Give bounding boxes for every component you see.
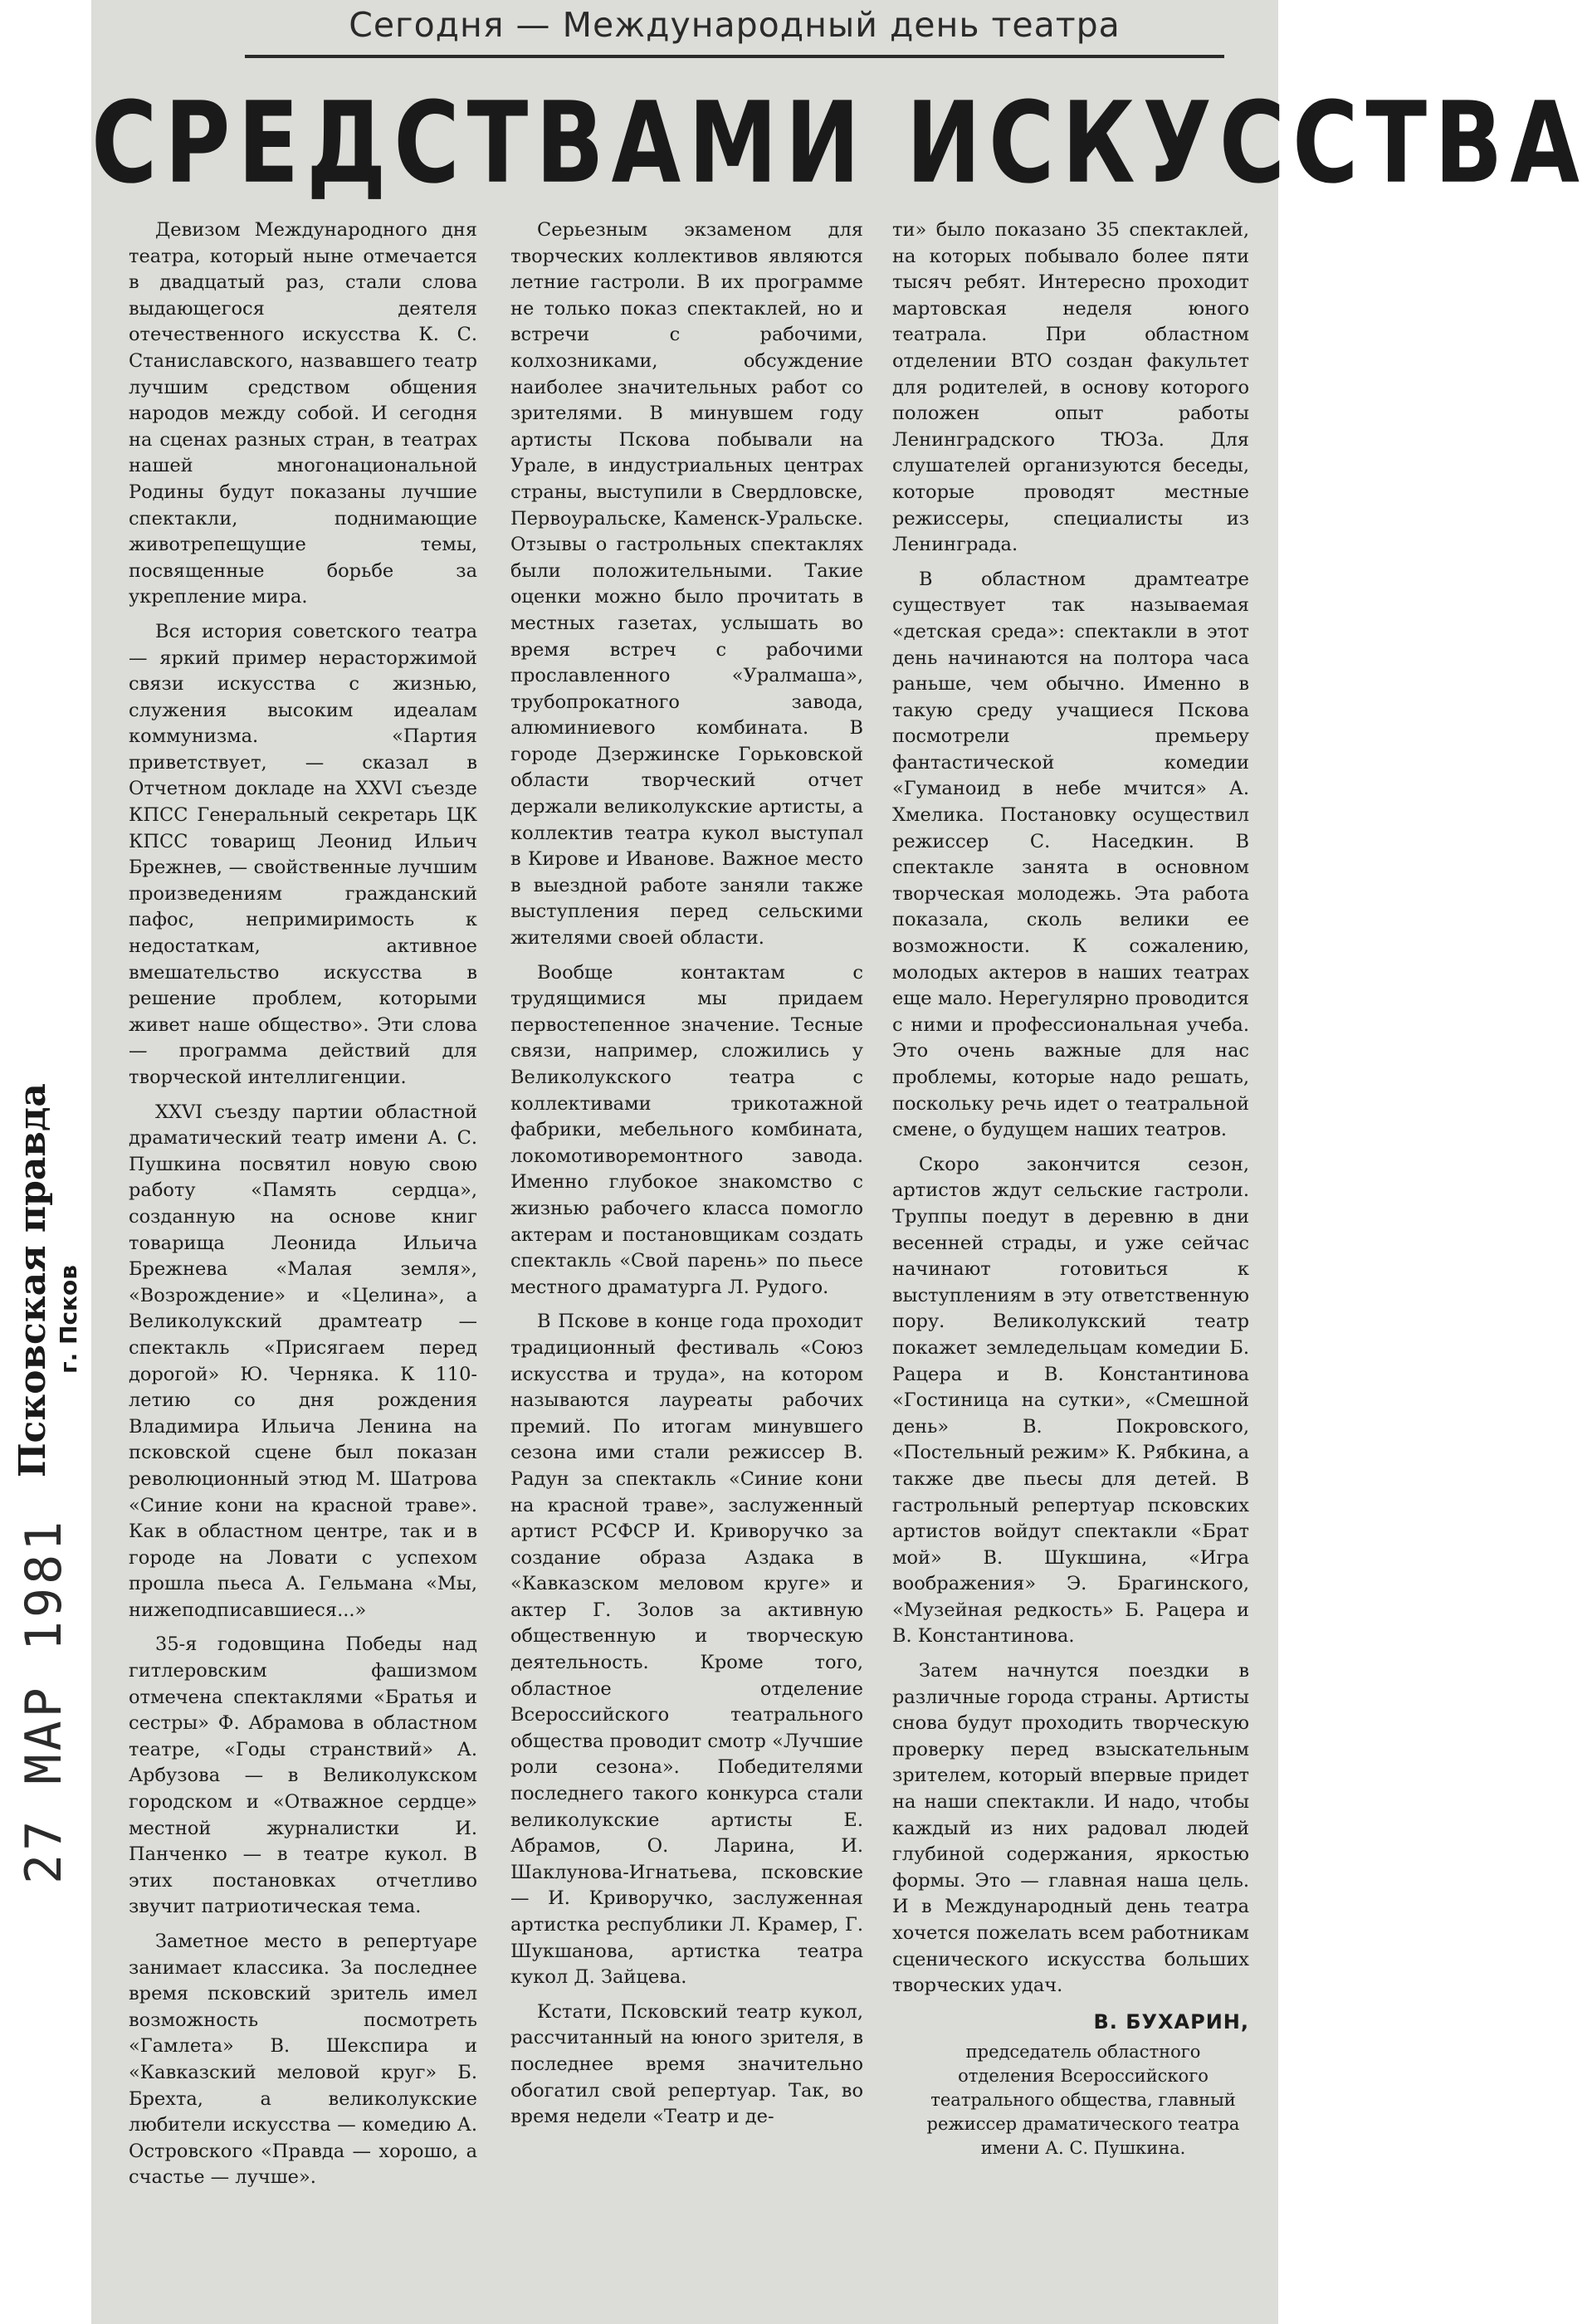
- paragraph: Серьезным экзаменом для творческих коллективов являются летние гастроли. В их программе не только показ спектаклей, но и встречи с рабочими, колхозниками, обсуждение наиболее значительных работ со зрителями. В минувшем году артисты Пскова побывали на Урале, в индустриальных центрах страны, выступили в Свердловске, Первоуральске, Каменск-Уральске. Отзывы о гастрольных спектаклях были положительными. Такие оценки можно было прочитать в местных газетах, услышать во время встреч с рабочими прославленного «Уралмаша», трубопрокатного завода, алюминиевого комбината. В городе Дзержинске Горьковской области творческий отчет держали великолукские артисты, а коллектив театра кукол выступал в Кирове и Иванове. Важное место в выездной работе заняли также выступления перед сельскими жителями своей области.: [510, 219, 863, 950]
- paragraph: Заметное место в репертуаре занимает классика. За последнее время псковский зритель имел возможность посмотреть «Гамлета» В. Шекспира и «Кавказский меловой круг» Б. Брехта, а великолукские любители искусства — комедию А. Островского «Правда — хорошо, а счастье — лучше».: [129, 1931, 477, 2189]
- paragraph: Вся история советского театра — яркий пример нерасторжимой связи искусства с жизнью, служения высоким идеалам коммунизма. «Партия приветствует, — сказал в Отчетном докладе на XXVI съезде КПСС Генеральный секретарь ЦК КПСС товарищ Леонид Ильич Брежнев, — свойственные лучшим произведениям гражданский пафос, непримиримость к недостаткам, активное вмешательство искусства в решение проблем, которыми живет наше общество». Эти слова — программа действий для творческой интеллигенции.: [129, 620, 477, 1088]
- newspaper-clipping: [91, 0, 1587, 2324]
- paragraph: Затем начнутся поездки в различные города страны. Артисты снова будут проходить творческую проверку перед взыскательным зрителем, который впервые придет на наши спектакли. И надо, чтобы каждый из них радовал людей глубиной содержания, яркостью формы. Это — главная наша цель. И в Международный день театра хочется пожелать всем работникам сценического искусства больших творческих удач.: [892, 1660, 1249, 1997]
- date-stamp: [8, 1517, 91, 1892]
- paragraph: 35-я годовщина Победы над гитлеровским фашизмом отмечена спектаклями «Братья и сестры» Ф. Абрамова в областном театре, «Годы странствий» А. Арбузова — в Великолукском городском и «Отважное сердце» местной журналистки И. Панченко — в театре кукол. В этих постановках отчетливо звучит патриотическая тема.: [129, 1633, 477, 1918]
- article-column-1: [129, 217, 477, 2309]
- article-column-3: [892, 217, 1249, 2309]
- paragraph: Кстати, Псковский театр кукол, рассчитанный на юного зрителя, в последнее время значительно обогатил свой репертуар. Так, во время недели «Театр и де-: [510, 2000, 863, 2128]
- kicker: Сегодня — Международный день театра: [349, 5, 1121, 45]
- paragraph: Девизом Международного дня театра, который ныне отмечается в двадцатый раз, стали слова выдающегося деятеля отечественного искусства К. С. Станиславского, назвавшего театр лучшим средством общения народов между собой. И сегодня на сценах разных стран, в театрах нашей многонациональной Родины будут показаны лучшие спектакли, поднимающие животрепещущие темы, посвященные борьбе за укрепление мира.: [129, 219, 477, 608]
- source-stamp-city: г. Псков: [55, 1264, 82, 1374]
- source-stamp-newspaper: Псковская правда: [12, 1083, 54, 1477]
- author-name: В. БУХАРИН,: [1093, 2009, 1249, 2034]
- date-stamp-text: 27 МАР 1981: [15, 1517, 73, 1884]
- article-column-2: [510, 217, 863, 2309]
- paragraph: В Пскове в конце года проходит традиционный фестиваль «Союз искусства и труда», на котором называются лауреаты рабочих премий. По итогам минувшего сезона ими стали режиссер В. Радун за спектакль «Синие кони на красной траве», заслуженный артист РСФСР И. Криворучко за создание образа Аздака в «Кавказском меловом круге» и актер Г. Золов за активную общественную и творческую деятельность. Кроме того, областное отделение Всероссийского театрального общества проводит смотр «Лучшие роли сезона». Победителями последнего такого конкурса стали великолукские артисты Е. Абрамов, О. Ларина, И. Шаклунова-Игнатьева, псковские — И. Криворучко, заслуженная артистка республики Л. Крамер, Г. Шукшанова, артистка театра кукол Д. Зайцева.: [510, 1311, 863, 1989]
- paragraph: Скоро закончится сезон, артистов ждут сельские гастроли. Труппы поедут в деревню в дни весенней страды, и уже сейчас начинают готовиться к выступлениям в эту ответственную пору. Великолукский театр покажет земледельцам комедии Б. Рацера и В. Константинова «Гостиница на сутки», «Смешной день» В. Покровского, «Постельный режим» К. Рябкина, а также две пьесы для детей. В гастрольный репертуар псковских артистов войдут спектакли «Брат мой» В. Шукшина, «Игра воображения» Э. Брагинского, «Музейная редкость» Б. Рацера и В. Константинова.: [892, 1153, 1249, 1648]
- paragraph: Вообще контактам с трудящимися мы придаем первостепенное значение. Тесные связи, например, сложились у Великолукского театра с коллективами трикотажной фабрики, мебельного комбината, локомотиворемонтного завода. Именно глубокое знакомство с жизнью рабочего класса помогло актерам и постановщикам создать спектакль «Свой парень» по пьесе местного драматурга Л. Рудого.: [510, 961, 863, 1298]
- headline: СРЕДСТВАМИ ИСКУССТВА: [91, 79, 1587, 209]
- kicker-rule: [245, 55, 1224, 58]
- paragraph: XXVI съезду партии областной драматический театр имени А. С. Пушкина посвятил новую свою работу «Память сердца», созданную на основе книг товарища Леонида Ильича Брежнева «Малая земля», «Возрождение» и «Целина», а Великолукский драмтеатр — спектакль «Присягаем перед дорогой» Ю. Черняка. К 110-летию со дня рождения Владимира Ильича Ленина на псковской сцене был показан революционный этюд М. Шатрова «Синие кони на красной траве». Как в областном центре, так и в городе на Ловати с успехом прошла пьеса А. Гельмана «Мы, нижеподписавшиеся...»: [129, 1101, 477, 1621]
- paragraph: ти» было показано 35 спектаклей, на которых побывало более пяти тысяч ребят. Интересно проходит мартовская неделя юного театрала. При областном отделении ВТО создан факультет для родителей, в основу которого положен опыт работы Ленинградского ТЮЗа. Для слушателей организуются беседы, которые проводят местные режиссеры, специалисты из Ленинграда.: [892, 219, 1249, 556]
- source-stamp: [0, 1083, 91, 1486]
- paragraph: В областном драмтеатре существует так называемая «детская среда»: спектакли в этот день начинаются на полтора часа раньше, чем обычно. Именно в такую среду учащиеся Пскова посмотрели премьеру фантастической комедии «Гуманоид в небе мчится» А. Хмелика. Постановку осуществил режиссер С. Наседкин. В спектакле занята в основном творческая молодежь. Эта работа показала, сколь велики ее возможности. К сожалению, молодых актеров в наших театрах еще мало. Нерегулярно проводится с ними и профессиональная учеба. Это очень важные для нас проблемы, которые надо решать, поскольку речь идет о театральной смене, о будущем наших театров.: [892, 568, 1249, 1141]
- author-credit: председатель областного отделения Всероссийского театрального общества, главный режиссер драматического театра имени А. С. Пушкина.: [926, 2042, 1240, 2159]
